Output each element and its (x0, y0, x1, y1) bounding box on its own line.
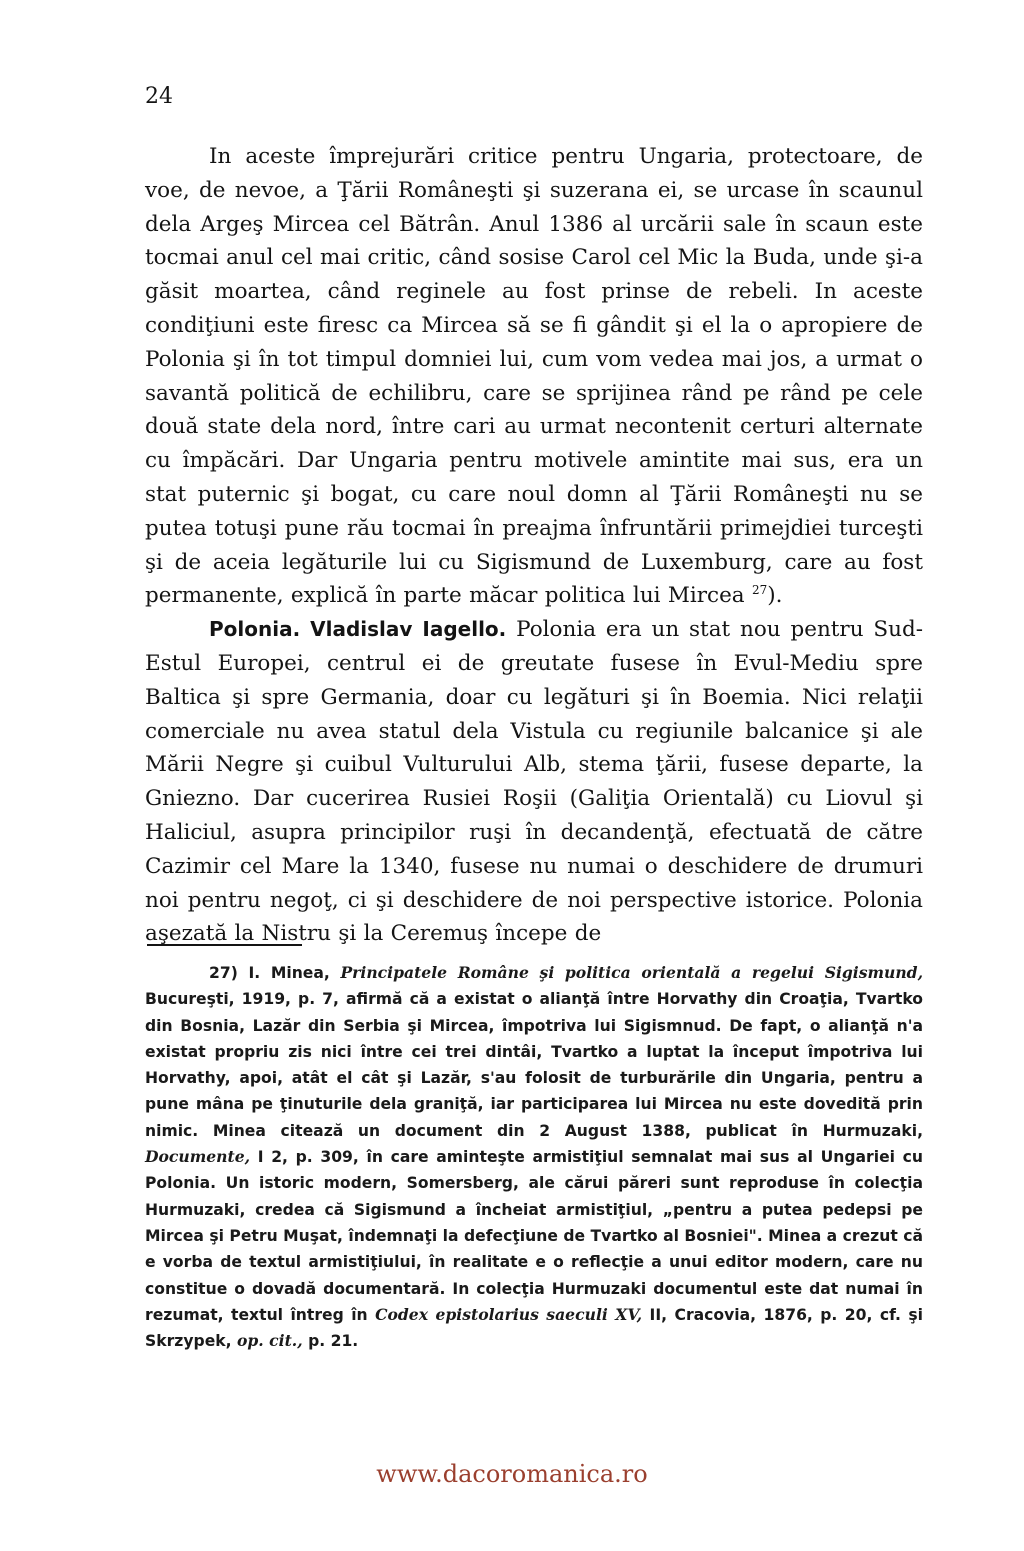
section-heading: Polonia. Vladislav Iagello. (209, 617, 507, 642)
paragraph-1 (145, 140, 923, 613)
footnote-text-e: p. 21. (302, 1332, 359, 1351)
footnote-text-a: 27) I. Minea, (209, 964, 341, 982)
footnote-title-2: Documente, (145, 1147, 251, 1167)
footnote-27 (145, 960, 923, 1354)
paragraph-1-text: In aceste împrejurări critice pentru Ungaria, protectoare, de voe, de nevoe, a Ţării Româneşti şi suzerana ei, se urcase în scaunul dela Argeş Mircea cel Bătrân. Anul 1386 al urcării sale în scaun este tocmai anul cel mai critic, când sosise Carol cel Mic la Buda, unde şi-a găsit moartea, când reginele au fost prinse de rebeli. In aceste condiţiuni este firesc ca Mircea să se fi gândit şi el la o apropiere de Polonia şi în tot timpul domniei lui, cum vom vedea mai jos, a urmat o savantă politică de echilibru, care se sprijinea rând pe rând pe cele două state dela nord, între cari au urmat necontenit certuri alternate cu împăcări. Dar Ungaria pentru motivele amintite mai sus, era un stat puternic şi bogat, cu care noul domn al Ţării Româneşti nu se putea totuşi pune rău tocmai în preajma înfruntării primejdiei turceşti şi de aceia legăturile lui cu Sigismund de Luxemburg, care au fost permanente, explică în parte măcar politica lui Mircea (145, 144, 923, 609)
footnote-title-4: op. cit., (237, 1331, 303, 1351)
main-text (145, 140, 923, 951)
footnote-divider (147, 944, 302, 946)
paragraph-1-end: ). (767, 583, 783, 609)
footnote-reference[interactable]: 27 (751, 583, 768, 598)
source-watermark[interactable]: www.dacoromanica.ro (376, 1460, 648, 1488)
footnote-text-d: II, Cracovia, 1876, p. 20, cf. şi Skrzypek, (145, 1305, 923, 1351)
footnote-text-c: I 2, p. 309, în care aminteşte armistiţiul semnalat mai sus al Ungariei cu Polonia. Un istoric modern, Somersberg, ale cărui păreri sunt reproduse în colecţia Hurmuzaki, credea că Sigismund a încheiat armistiţiul, „pentru a putea pedepsi pe Mircea şi Petru Muşat, îndemnaţi la defecţiune de Tvartko al Bosniei". Minea a crezut că e vorba de textul armistiţiului, în realitate e o reflecţie a unui editor modern, care nu constitue o dovadă documentară. In colecţia Hurmuzaki documentul este dat numai în rezumat, textul întreg în (145, 1148, 923, 1324)
paragraph-2-text: Polonia era un stat nou pentru Sud-Estul Europei, centrul ei de greutate fusese în Evul-Mediu spre Baltica şi spre Germania, doar cu legături şi în Boemia. Nici relaţii comerciale nu avea statul dela Vistula cu regiunile balcanice şi ale Mării Negre şi cuibul Vulturului Alb, stema ţării, fusese departe, la Gniezno. Dar cucerirea Rusiei Roşii (Galiţia Orientală) cu Liovul şi Haliciul, asupra principilor ruşi în decandenţă, efectuată de către Cazimir cel Mare la 1340, fusese nu numai o deschidere de drumuri noi pentru negoţ, ci şi deschidere de noi perspective istorice. Polonia aşezată la Nistru şi la Ceremuş începe de (145, 617, 923, 947)
page-number: 24 (145, 84, 173, 109)
footnote-title-3: Codex epistolarius saeculi XV, (375, 1304, 643, 1324)
paragraph-2 (145, 613, 923, 951)
footnote-text-b: Bucureşti, 1919, p. 7, afirmă că a existat o alianţă între Horvathy din Croaţia, Tvartko din Bosnia, Lazăr din Serbia şi Mircea, împotriva lui Sigismnud. De fapt, o alianţă n'a existat propriu zis nici între cei trei dintâi, Tvartko a luptat la început împotriva lui Horvathy, apoi, atât el cât şi Lazăr, s'au folosit de turburările din Ungaria, pentru a pune mâna pe ţinuturile dela graniţă, iar participarea lui Mircea nu este dovedită prin nimic. Minea citează un document din 2 August 1388, publicat în Hurmuzaki, (145, 990, 923, 1140)
footnote-title-1: Principatele Române şi politica orientală a regelui Sigismund, (340, 963, 923, 982)
